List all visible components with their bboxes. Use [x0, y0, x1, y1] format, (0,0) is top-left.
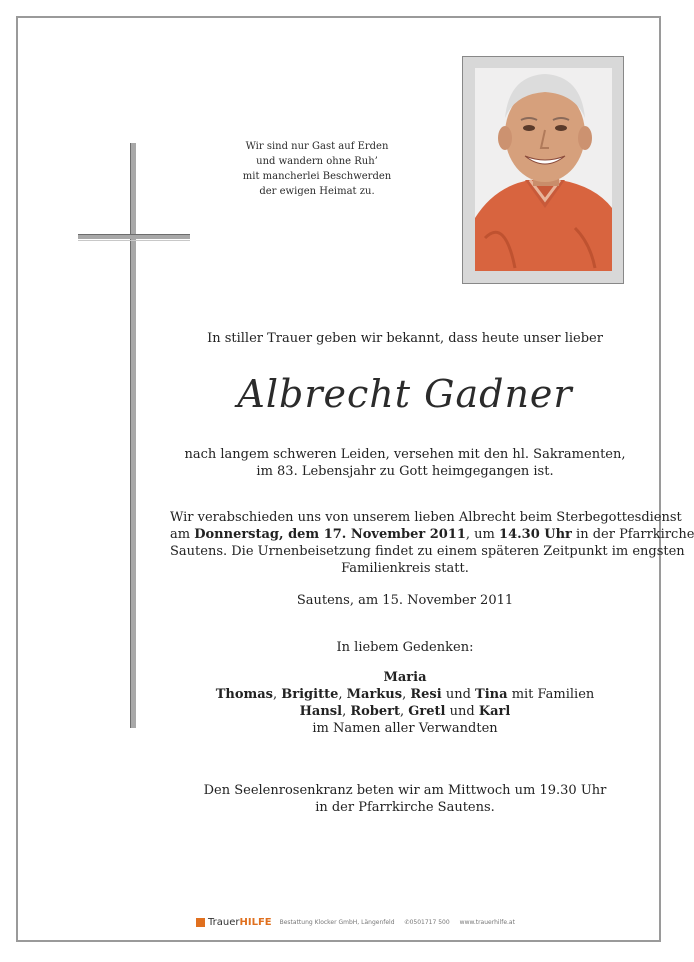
brand-prefix: Trauer [208, 916, 240, 928]
brand-suffix: HILFE [239, 916, 272, 928]
footer-phone: ✆0501717 500 [404, 918, 450, 926]
passing-text [170, 446, 640, 480]
mourner-name: Robert [350, 704, 401, 719]
portrait-photo [475, 68, 612, 271]
cross-horizontal-shadow [78, 240, 190, 241]
mourner-name: Maria [383, 670, 427, 685]
poem-line: und wandern ohne Ruh’ [256, 156, 378, 167]
passing-line: im 83. Lebensjahr zu Gott heimgegangen ist. [256, 464, 554, 479]
poem-line: Wir sind nur Gast auf Erden [245, 141, 389, 152]
cross-vertical-beam [130, 143, 136, 728]
rosary-text [170, 782, 640, 816]
mourner-name: Resi [410, 687, 442, 702]
intro-text: In stiller Trauer geben wir bekannt, dass heute unser lieber [207, 331, 603, 346]
service-text [170, 509, 694, 577]
passing-line: nach langem schweren Leiden, versehen mit den hl. Sakramenten, [184, 447, 626, 462]
mourner-name: Hansl [299, 704, 343, 719]
mourner-name: Karl [478, 704, 511, 719]
cross-horizontal-beam [78, 234, 190, 239]
conjunction: und [449, 704, 475, 719]
poem [230, 139, 404, 199]
brand-logo-icon [196, 918, 205, 927]
mourner-name: Brigitte [281, 687, 339, 702]
mourner-suffix: mit Familien [511, 687, 595, 702]
place-date: Sautens, am 15. November 2011 [296, 593, 514, 608]
mourner-name: Thomas [215, 687, 273, 702]
poem-line: der ewigen Heimat zu. [259, 186, 375, 197]
service-line: Familienkreis statt. [341, 561, 469, 576]
rosary-line: in der Pfarrkirche Sautens. [315, 800, 495, 815]
service-line: Wir verabschieden uns von unserem lieben Albrecht beim Sterbegottesdienst [170, 510, 682, 525]
service-date: Donnerstag, dem 17. November 2011 [194, 527, 466, 542]
mourner-row: Hansl, Robert, Gretl und Karl [299, 704, 511, 719]
brand-logo-text [208, 917, 272, 928]
service-suffix: in der Pfarrkirche [571, 527, 694, 542]
footer-company: Bestattung Klocker GmbH, Längenfeld [279, 918, 395, 926]
service-line [170, 526, 694, 543]
relatives-line: im Namen aller Verwandten [312, 721, 498, 736]
mourner-row: Thomas, Brigitte, Markus, Resi und Tina mit Familien [215, 687, 595, 702]
footer-website[interactable]: www.trauerhilfe.at [459, 918, 515, 926]
portrait-frame [462, 56, 624, 284]
mourner-row [170, 669, 640, 686]
mourners-list [170, 669, 640, 737]
rosary-line: Den Seelenrosenkranz beten wir am Mittwoch um 19.30 Uhr [203, 783, 607, 798]
conjunction: und [445, 687, 471, 702]
service-mid: , um [465, 527, 500, 542]
footer-phone-number: 0501717 500 [409, 918, 450, 926]
footer [196, 915, 515, 929]
service-time: 14.30 Uhr [499, 527, 572, 542]
deceased-name: Albrecht Gadner [237, 372, 573, 416]
memory-heading: In liebem Gedenken: [336, 640, 474, 655]
service-line: Sautens. Die Urnenbeisetzung findet zu einem späteren Zeitpunkt im engsten [170, 544, 685, 559]
mourner-name: Gretl [408, 704, 446, 719]
service-prefix: am [170, 527, 195, 542]
mourner-name: Tina [475, 687, 508, 702]
portrait-illustration [475, 68, 612, 271]
poem-line: mit mancherlei Beschwerden [242, 171, 392, 182]
mourner-name: Markus [346, 687, 403, 702]
